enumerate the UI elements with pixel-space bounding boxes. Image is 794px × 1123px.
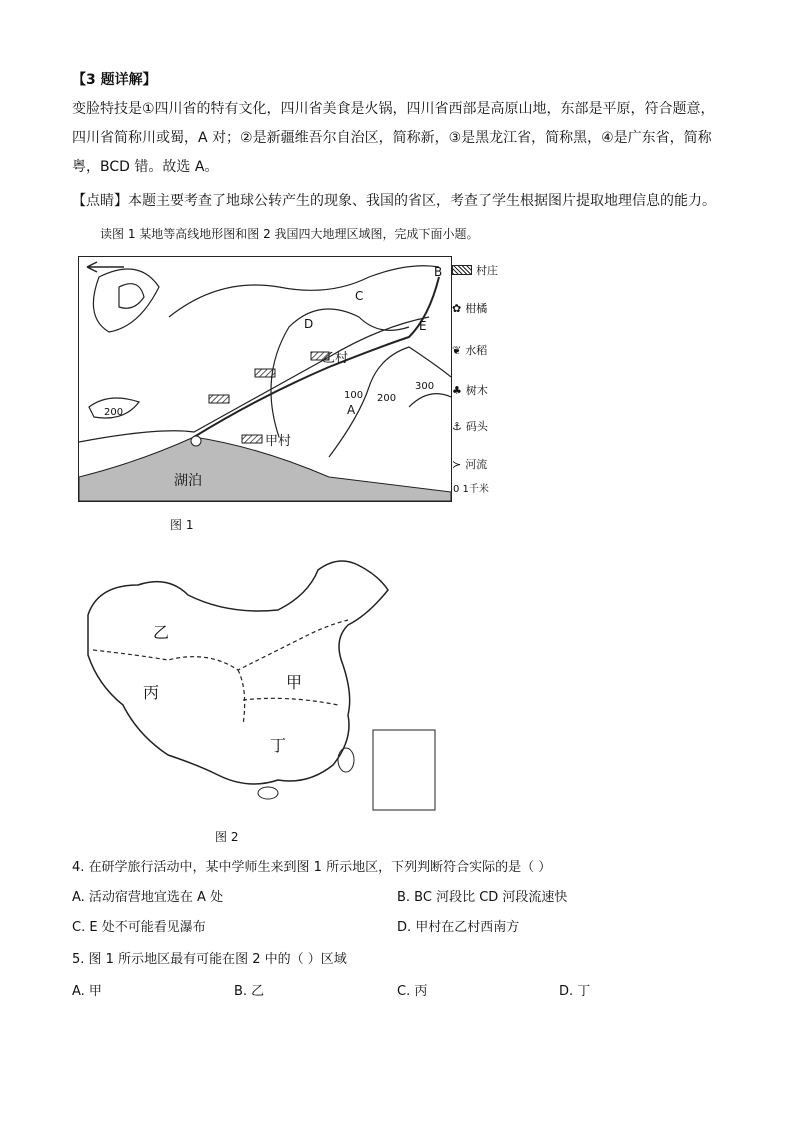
region-jia-label: 甲 <box>286 673 303 692</box>
legend-rice-label: 水稻 <box>465 344 488 357</box>
village-jia-label: 甲村 <box>265 434 292 449</box>
dock-icon: ⚓ <box>452 419 462 433</box>
explanation-line-2: 四川省简称川或蜀，A 对；②是新疆维吾尔自治区，简称新，③是黑龙江省，简称黑，④是广东省，简称 <box>72 130 712 146</box>
taiwan-shape <box>338 748 354 772</box>
q4-option-a[interactable]: A. 活动宿营地宜选在 A 处 <box>72 890 224 905</box>
q4-option-c[interactable]: C. E 处不可能看见瀑布 <box>72 920 206 935</box>
legend-village-label: 村庄 <box>476 264 498 277</box>
village-marker-jia <box>242 435 262 443</box>
village-yi-label: 乙村 <box>322 351 349 366</box>
village-icon <box>452 265 472 275</box>
legend-dock <box>452 418 488 434</box>
q5-option-a[interactable]: A. 甲 <box>72 984 102 999</box>
legend-rice <box>452 342 487 358</box>
q4-option-d[interactable]: D. 甲村在乙村西南方 <box>397 920 520 935</box>
section-heading: 【3 题详解】 <box>72 72 157 88</box>
dock-marker <box>191 436 201 446</box>
point-a: A <box>347 403 356 417</box>
figure1-caption: 图 1 <box>170 518 194 532</box>
q4-options-row1 <box>72 888 722 908</box>
legend-orange-label: 柑橘 <box>465 302 488 315</box>
region-ding-label: 丁 <box>270 736 287 755</box>
river-icon: ≻ <box>452 457 462 471</box>
legend-river <box>452 456 487 472</box>
q5-option-b[interactable]: B. 乙 <box>234 984 265 999</box>
figure1-svg <box>79 257 451 501</box>
q4-option-b[interactable]: B. BC 河段比 CD 河段流速快 <box>397 890 568 905</box>
china-outline <box>88 561 388 784</box>
tree-icon: ♣ <box>452 383 462 397</box>
scale-bar: 0 1千米 <box>453 484 489 495</box>
contour-300: 300 <box>415 381 435 392</box>
legend-river-label: 河流 <box>465 458 488 471</box>
q5-stem: 5. 图 1 所示地区最有可能在图 2 中的（ ）区域 <box>72 952 347 967</box>
contour-200-west: 200 <box>104 407 124 418</box>
q5-option-d[interactable]: D. 丁 <box>559 984 591 999</box>
rice-icon: ❦ <box>452 343 462 357</box>
point-d: D <box>304 317 314 331</box>
point-b: B <box>434 265 443 279</box>
q5-option-c[interactable]: C. 丙 <box>397 984 428 999</box>
legend-orange <box>452 300 487 316</box>
point-c: C <box>355 289 364 303</box>
orange-tree-icon: ✿ <box>452 301 462 315</box>
contour-200-east: 200 <box>377 393 397 404</box>
figure2-caption: 图 2 <box>215 830 239 844</box>
comment: 【点睛】本题主要考查了地球公转产生的现象、我国的省区，考查了学生根据图片提取地理信息的能力。 <box>72 193 716 209</box>
explanation-line-3: 粤，BCD 错。故选 A。 <box>72 159 219 175</box>
intro: 读图 1 某地等高线地形图和图 2 我国四大地理区域图，完成下面小题。 <box>100 227 479 241</box>
hainan-shape <box>258 787 278 799</box>
figure2-china-map <box>78 555 438 815</box>
point-e: E <box>419 319 427 333</box>
contour-100: 100 <box>344 390 364 401</box>
legend-tree-label: 树木 <box>465 384 488 397</box>
explanation-line-1: 变脸特技是①四川省的特有文化，四川省美食是火锅，四川省西部是高原山地，东部是平原，符合题意， <box>72 101 715 117</box>
q4-stem: 4. 在研学旅行活动中，某中学师生来到图 1 所示地区，下列判断符合实际的是（ ） <box>72 860 552 875</box>
figure1-contour-map <box>78 256 452 502</box>
lake-label: 湖泊 <box>174 473 202 489</box>
region-yi-label: 乙 <box>153 623 170 642</box>
legend-dock-label: 码头 <box>465 420 488 433</box>
region-bing-label: 丙 <box>143 683 160 702</box>
figure2-svg <box>78 555 438 815</box>
south-sea-inset <box>373 730 435 810</box>
legend-tree <box>452 382 488 398</box>
village-marker-1 <box>255 369 275 377</box>
q4-options-row2 <box>72 918 722 938</box>
legend-village <box>452 262 498 278</box>
q5-options <box>72 982 722 1002</box>
village-marker-2 <box>209 395 229 403</box>
